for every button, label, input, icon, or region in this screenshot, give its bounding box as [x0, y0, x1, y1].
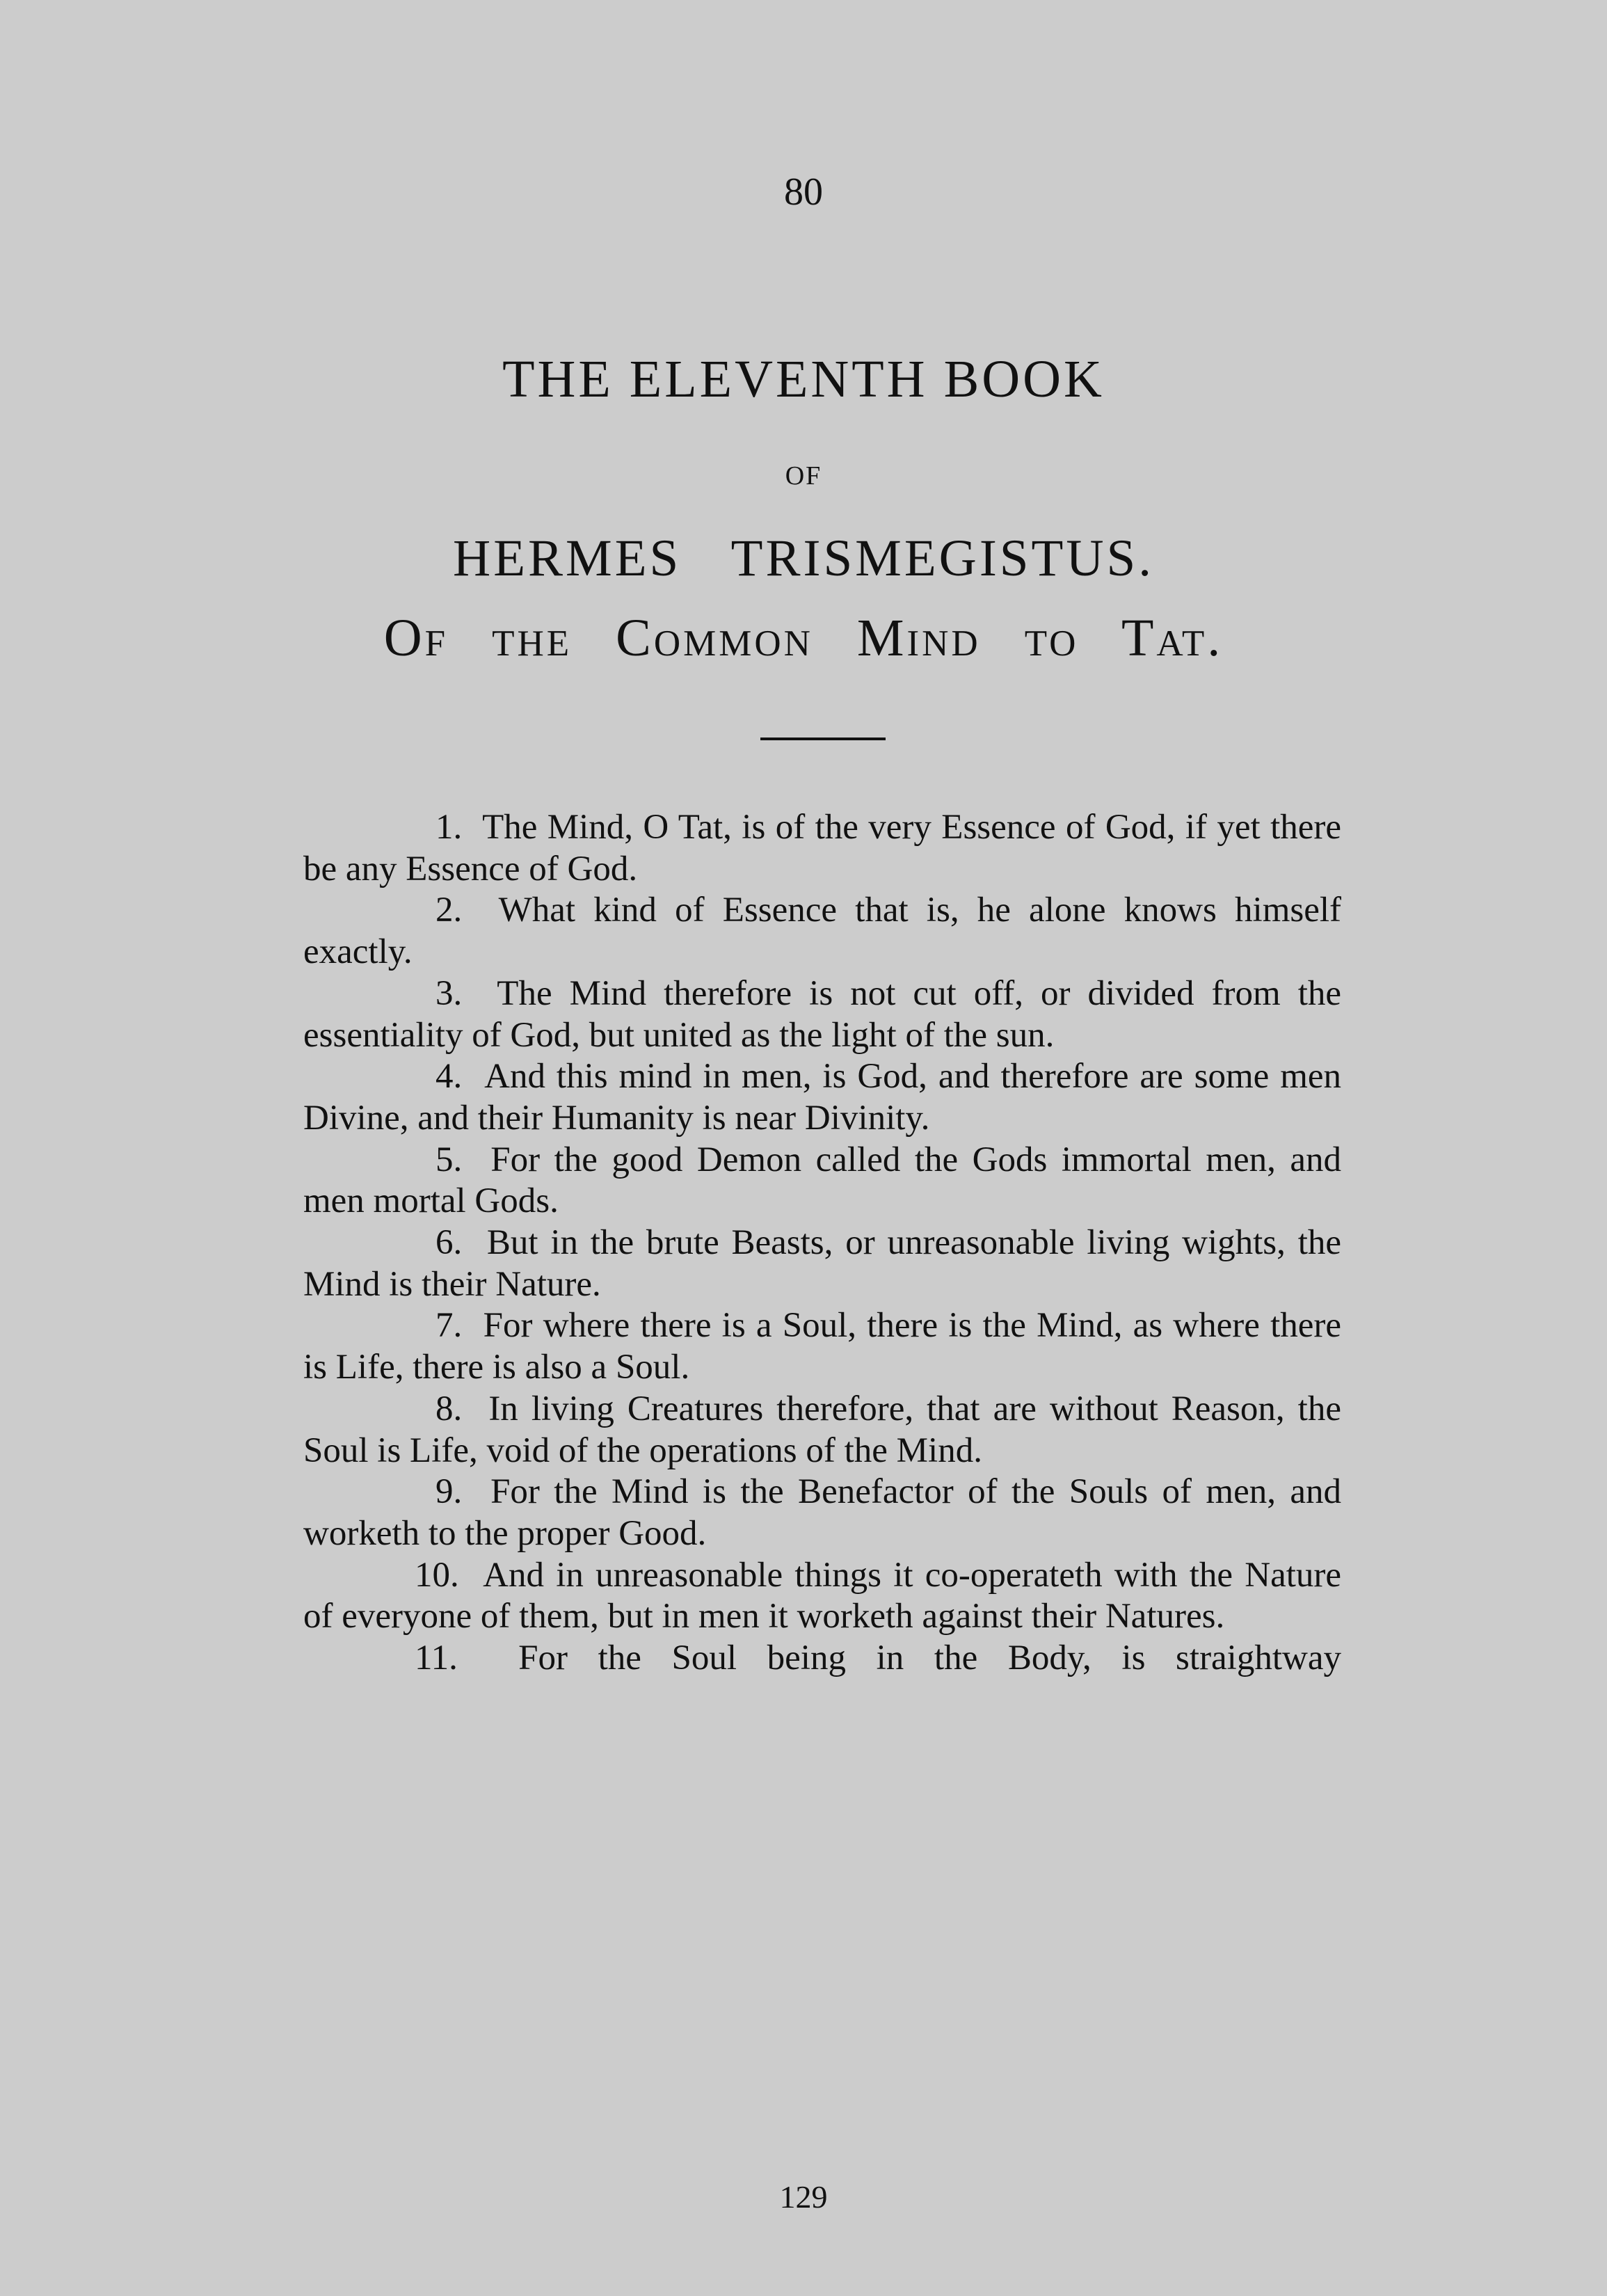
paragraph-number: 9.: [435, 1472, 463, 1512]
paragraph: [303, 1389, 1341, 1472]
paragraph-text: And this mind in men, is God, and therefore are some men Divine, and their Humanity is near Divinity.: [303, 1057, 1341, 1138]
paragraph: [303, 1140, 1341, 1222]
paragraph: [303, 1222, 1341, 1305]
paragraph-number: 6.: [435, 1223, 463, 1263]
paragraph-text: And in unreasonable things it co-operateth with the Nature of everyone of them, but in men it worketh against their Natures.: [303, 1555, 1341, 1636]
paragraph-number: 2.: [435, 891, 463, 930]
paragraph-text: What kind of Essence that is, he alone knows himself exactly.: [303, 891, 1342, 972]
paragraph: [303, 807, 1341, 890]
paragraph-text: But in the brute Beasts, or unreasonable living wights, the Mind is their Nature.: [303, 1223, 1342, 1304]
paragraph-number: 5.: [435, 1140, 463, 1179]
book-title-of: OF: [785, 461, 822, 491]
section-divider: [760, 738, 886, 740]
paragraph: [303, 890, 1341, 973]
paragraph-number: 11.: [415, 1639, 458, 1678]
book-title: THE ELEVENTH BOOK: [502, 350, 1105, 408]
paragraph: [303, 1305, 1341, 1388]
paragraph-text: In living Creatures therefore, that are without Reason, the Soul is Life, void of the operations of the Mind.: [303, 1389, 1341, 1470]
paragraph: [303, 1555, 1341, 1638]
chapter-subtitle: Of the Common Mind to Tat.: [383, 609, 1224, 667]
paragraph-text: For the Soul being in the Body, is straightway: [518, 1639, 1341, 1678]
paragraph: [303, 973, 1341, 1056]
paragraph: [303, 1056, 1341, 1139]
paragraph: [303, 1638, 1341, 1680]
paragraph-number: 10.: [415, 1555, 459, 1595]
paragraph: [303, 1472, 1341, 1554]
paragraph-text: For the Mind is the Benefactor of the Souls of men, and worketh to the proper Good.: [303, 1472, 1341, 1553]
paragraph-number: 8.: [435, 1389, 463, 1428]
author-title: HERMES TRISMEGISTUS.: [453, 529, 1154, 587]
body-text: [303, 807, 1341, 1680]
paragraph-number: 4.: [435, 1057, 463, 1097]
paragraph-text: For the good Demon called the Gods immortal men, and men mortal Gods.: [303, 1140, 1341, 1221]
footer-page-number: 129: [779, 2179, 828, 2215]
paragraph-text: For where there is a Soul, there is the Mind, as where there is Life, there is also a Soul.: [303, 1306, 1341, 1387]
running-page-number: 80: [784, 170, 823, 214]
paragraph-text: The Mind therefore is not cut off, or divided from the essentiality of God, but united as the light of the sun.: [303, 973, 1342, 1055]
paragraph-number: 3.: [435, 973, 463, 1013]
paragraph-number: 7.: [435, 1306, 463, 1346]
paragraph-number: 1.: [435, 808, 463, 847]
paragraph-text: The Mind, O Tat, is of the very Essence of God, if yet there be any Essence of God.: [303, 808, 1342, 888]
